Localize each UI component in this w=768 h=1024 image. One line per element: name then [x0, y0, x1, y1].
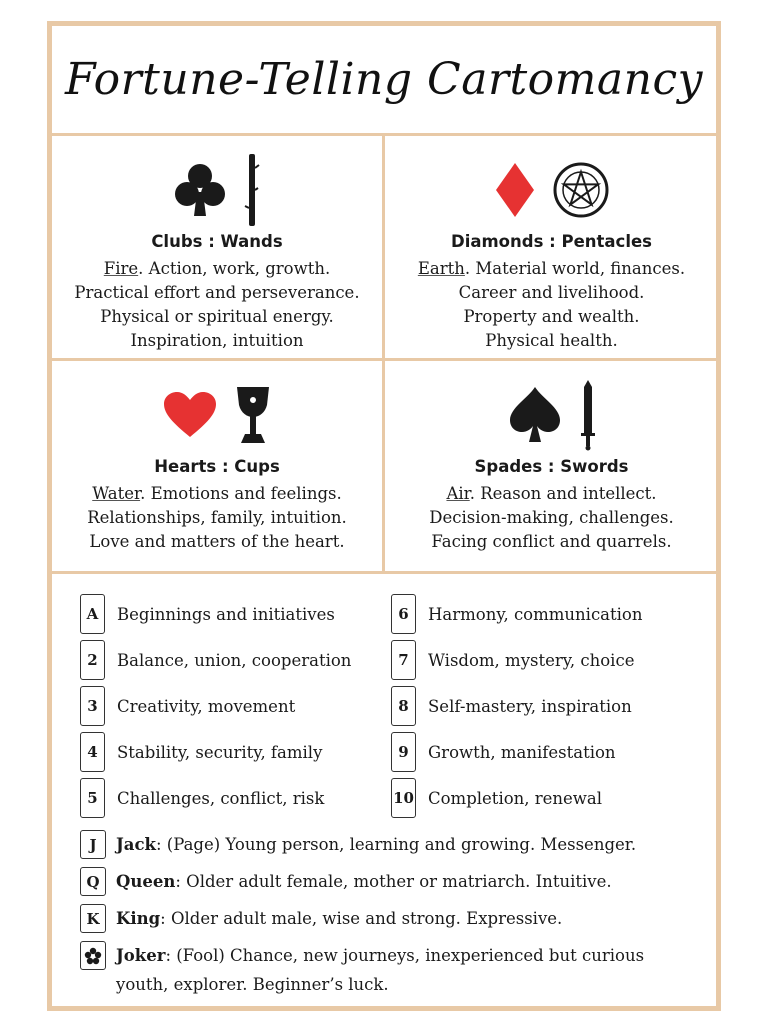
meaning-line: Decision-making, challenges.	[429, 508, 674, 527]
meaning-line: Relationships, family, intuition.	[87, 508, 347, 527]
meaning-line: . Reason and intellect.	[469, 484, 657, 503]
rank-item	[391, 732, 616, 772]
rank-meaning: Beginnings and initiatives	[117, 604, 335, 624]
joker-badge	[80, 941, 106, 970]
rank-badge: 9	[391, 732, 416, 772]
meaning-line: Physical health.	[485, 331, 618, 350]
court-meaning: : Older adult female, mother or matriarch. Intuitive.	[175, 872, 612, 891]
court-badge: K	[80, 904, 106, 933]
rank-meaning: Growth, manifestation	[428, 742, 616, 762]
suit-title: Diamonds : Pentacles	[451, 232, 652, 251]
spade-icon	[508, 386, 562, 444]
rank-meaning: Stability, security, family	[117, 742, 323, 762]
suit-spades	[385, 361, 718, 571]
rank-item	[80, 686, 295, 726]
rank-item	[80, 778, 324, 818]
rank-badge: 7	[391, 640, 416, 680]
courts-section	[80, 830, 691, 1007]
rank-item	[80, 640, 351, 680]
suit-meanings	[52, 482, 382, 554]
suit-hearts	[52, 361, 385, 571]
rank-meaning: Creativity, movement	[117, 696, 296, 716]
rank-badge: 2	[80, 640, 105, 680]
court-item-joker	[80, 941, 691, 999]
court-badge: Q	[80, 867, 106, 896]
rank-item	[80, 732, 322, 772]
suit-meanings	[385, 257, 718, 353]
court-name: Joker	[116, 946, 166, 965]
club-icon	[174, 162, 226, 218]
court-badge: J	[80, 830, 106, 859]
suit-meanings	[385, 482, 718, 554]
rank-badge: 5	[80, 778, 105, 818]
rank-item	[391, 594, 642, 634]
rank-badge: 10	[391, 778, 416, 818]
meaning-line: Inspiration, intuition	[130, 331, 304, 350]
meaning-line: Property and wealth.	[463, 307, 640, 326]
heart-icon	[163, 391, 217, 439]
pentacle-icon	[553, 162, 609, 218]
court-meaning: : (Fool) Chance, new journeys, inexperienced but curious youth, explorer. Beginner’s luck.	[116, 946, 645, 994]
rank-meaning: Completion, renewal	[428, 788, 603, 808]
rank-meaning: Challenges, conflict, risk	[117, 788, 325, 808]
rank-badge: 3	[80, 686, 105, 726]
page-title: Fortune-Telling Cartomancy	[65, 54, 703, 105]
rank-item	[391, 640, 634, 680]
flower-icon	[84, 947, 102, 965]
suit-title: Hearts : Cups	[154, 457, 280, 476]
rank-badge: 4	[80, 732, 105, 772]
suits-grid	[52, 136, 716, 574]
suit-meanings	[52, 257, 382, 353]
court-item-jack	[80, 830, 691, 859]
court-name: Queen	[116, 872, 176, 891]
meaning-line: Love and matters of the heart.	[89, 532, 345, 551]
court-item-queen	[80, 867, 691, 896]
rank-item	[391, 778, 602, 818]
meaning-line: . Emotions and feelings.	[140, 484, 342, 503]
suit-diamonds	[385, 136, 718, 361]
element-label: Earth	[417, 259, 465, 278]
wand-icon	[244, 152, 260, 228]
element-label: Air	[446, 484, 470, 503]
meaning-line: . Material world, finances.	[464, 259, 686, 278]
court-name: King	[116, 909, 161, 928]
title-row	[52, 26, 716, 136]
meaning-line: Physical or spiritual energy.	[100, 307, 334, 326]
sword-icon	[580, 379, 596, 451]
court-meaning: : (Page) Young person, learning and growing. Messenger.	[155, 835, 637, 854]
meaning-line: . Action, work, growth.	[138, 259, 331, 278]
rank-badge: 8	[391, 686, 416, 726]
rank-meaning: Wisdom, mystery, choice	[428, 650, 635, 670]
court-item-king	[80, 904, 691, 933]
rank-meaning: Balance, union, cooperation	[117, 650, 352, 670]
suit-title: Clubs : Wands	[151, 232, 283, 251]
element-label: Water	[92, 484, 141, 503]
rank-badge: 6	[391, 594, 416, 634]
element-label: Fire	[103, 259, 139, 278]
court-name: Jack	[116, 835, 156, 854]
court-meaning: : Older adult male, wise and strong. Expressive.	[160, 909, 563, 928]
meaning-line: Career and livelihood.	[458, 283, 645, 302]
meaning-line: Facing conflict and quarrels.	[431, 532, 672, 551]
rank-item	[80, 594, 335, 634]
rank-item	[391, 686, 632, 726]
suit-clubs	[52, 136, 385, 361]
rank-meaning: Harmony, communication	[428, 604, 643, 624]
cup-icon	[235, 385, 271, 445]
meaning-line: Practical effort and perseverance.	[74, 283, 360, 302]
rank-badge: A	[80, 594, 105, 634]
suit-title: Spades : Swords	[474, 457, 629, 476]
rank-meaning: Self-mastery, inspiration	[428, 696, 632, 716]
diamond-icon	[495, 162, 535, 218]
